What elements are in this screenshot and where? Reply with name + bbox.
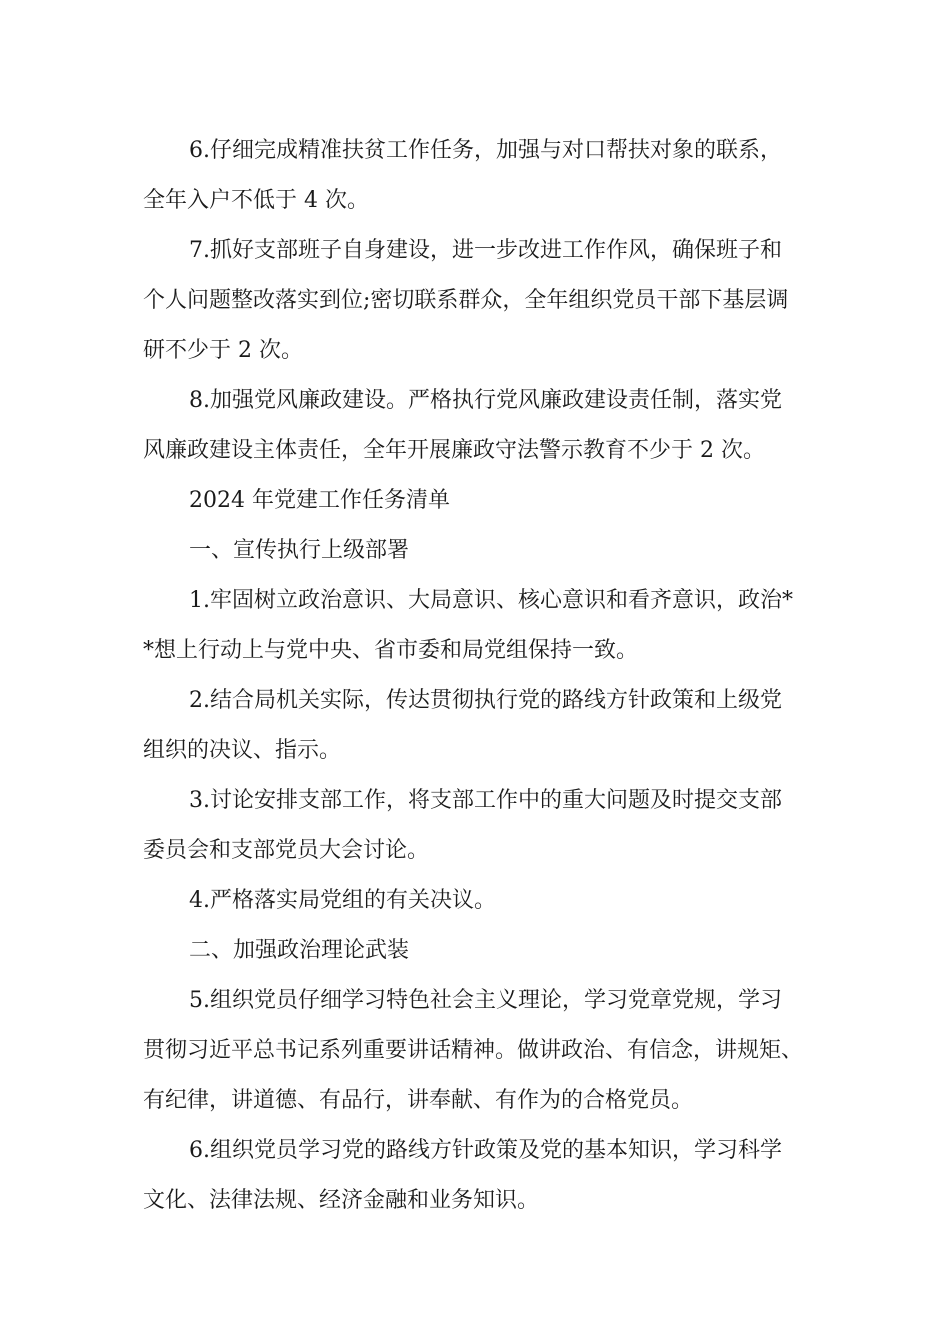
- paragraph-line: 8.加强党风廉政建设。严格执行党风廉政建设责任制，落实党: [189, 388, 782, 413]
- paragraph-line: 4.严格落实局党组的有关决议。: [189, 888, 496, 913]
- paragraph-line: 5.组织党员仔细学习特色社会主义理论，学习党章党规，学习: [189, 988, 782, 1013]
- section-title: 2024 年党建工作任务清单: [189, 488, 450, 513]
- paragraph-line: 全年入户不低于 4 次。: [143, 188, 369, 213]
- paragraph-line: 个人问题整改落实到位;密切联系群众，全年组织党员干部下基层调: [143, 288, 789, 313]
- paragraph-line: 6.仔细完成精准扶贫工作任务，加强与对口帮扶对象的联系，: [189, 138, 782, 163]
- paragraph-line: 3.讨论安排支部工作，将支部工作中的重大问题及时提交支部: [189, 788, 782, 813]
- paragraph-line: 贯彻习近平总书记系列重要讲话精神。做讲政治、有信念，讲规矩、: [143, 1038, 804, 1063]
- paragraph-line: 有纪律，讲道德、有品行，讲奉献、有作为的合格党员。: [143, 1088, 694, 1113]
- paragraph-line: 7.抓好支部班子自身建设，进一步改进工作作风，确保班子和: [189, 238, 782, 263]
- paragraph-line: 风廉政建设主体责任，全年开展廉政守法警示教育不少于 2 次。: [143, 438, 765, 463]
- paragraph-line: 委员会和支部党员大会讨论。: [143, 838, 430, 863]
- section-heading: 一、宣传执行上级部署: [189, 538, 410, 563]
- paragraph-line: 文化、法律法规、经济金融和业务知识。: [143, 1188, 540, 1213]
- paragraph-line: 组织的决议、指示。: [143, 738, 342, 763]
- section-heading: 二、加强政治理论武装: [189, 938, 410, 963]
- paragraph-line: *想上行动上与党中央、省市委和局党组保持一致。: [143, 638, 639, 663]
- paragraph-line: 2.结合局机关实际，传达贯彻执行党的路线方针政策和上级党: [189, 688, 782, 713]
- paragraph-line: 6.组织党员学习党的路线方针政策及党的基本知识，学习科学: [189, 1138, 782, 1163]
- paragraph-line: 1.牢固树立政治意识、大局意识、核心意识和看齐意识，政治*: [189, 588, 793, 613]
- paragraph-line: 研不少于 2 次。: [143, 338, 303, 363]
